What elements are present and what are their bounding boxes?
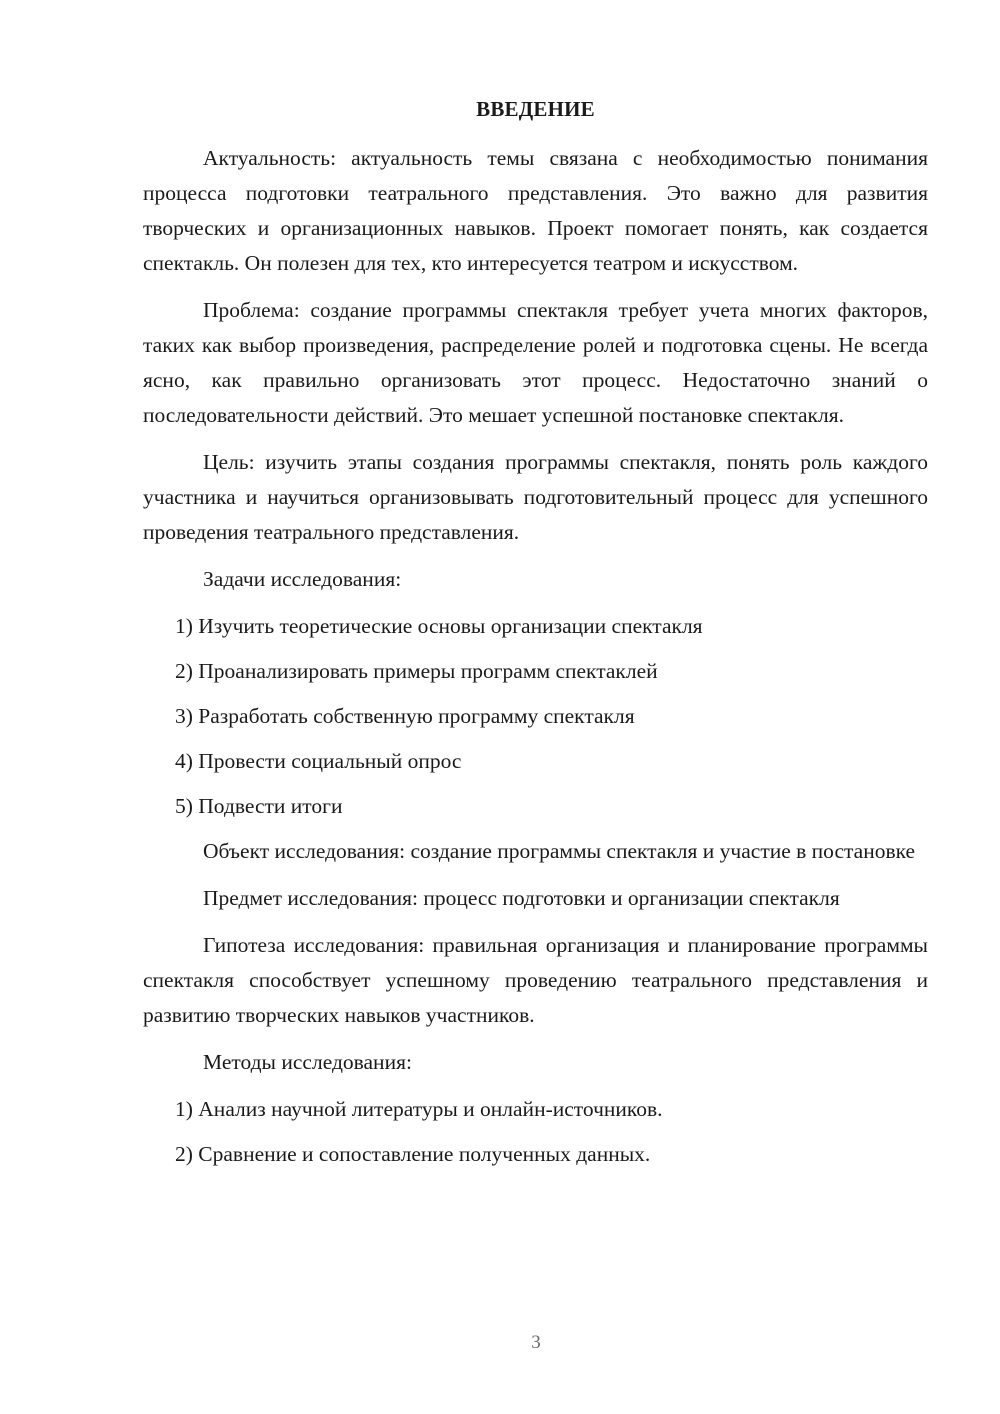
object-paragraph: Объект исследования: создание программы спектакля и участие в постановке — [203, 839, 916, 863]
list-item: 5) Подвести итоги — [175, 794, 343, 818]
methods-title: Методы исследования: — [203, 1050, 412, 1074]
list-item: 4) Провести социальный опрос — [175, 749, 462, 773]
list-item: 2) Проанализировать примеры программ спектаклей — [175, 659, 658, 683]
list-item: 1) Изучить теоретические основы организации спектакля — [175, 614, 703, 638]
tasks-list — [143, 609, 928, 824]
list-item: 2) Сравнение и сопоставление полученных данных. — [175, 1142, 651, 1166]
list-item: 3) Разработать собственную программу спектакля — [175, 704, 635, 728]
goal-paragraph: Цель: изучить этапы создания программы спектакля, понять роль каждого участника и научиться организовывать подготовительный процесс для успешного проведения театрального представления. — [143, 450, 928, 544]
list-item: 1) Анализ научной литературы и онлайн-источников. — [175, 1097, 663, 1121]
tasks-title: Задачи исследования: — [203, 567, 402, 591]
hypothesis-paragraph: Гипотеза исследования: правильная организация и планирование программы спектакля способствует успешному проведению театрального представления и развитию творческих навыков участников. — [143, 933, 928, 1027]
relevance-paragraph: Актуальность: актуальность темы связана с необходимостью понимания процесса подготовки театрального представления. Это важно для развития творческих и организационных навыков. Проект помогает понять, как создается спектакль. Он полезен для тех, кто интересуется театром и искусством. — [143, 146, 928, 275]
subject-paragraph: Предмет исследования: процесс подготовки и организации спектакля — [203, 886, 840, 910]
methods-list — [143, 1092, 928, 1172]
document-page — [143, 92, 928, 1182]
section-heading: ВВЕДЕНИЕ — [476, 97, 595, 121]
page-number: 3 — [531, 1332, 541, 1353]
problem-paragraph: Проблема: создание программы спектакля требует учета многих факторов, таких как выбор произведения, распределение ролей и подготовка сцены. Не всегда ясно, как правильно организовать этот процесс. Недостаточно знаний о последовательности действий. Это мешает успешной постановке спектакля. — [143, 298, 928, 427]
